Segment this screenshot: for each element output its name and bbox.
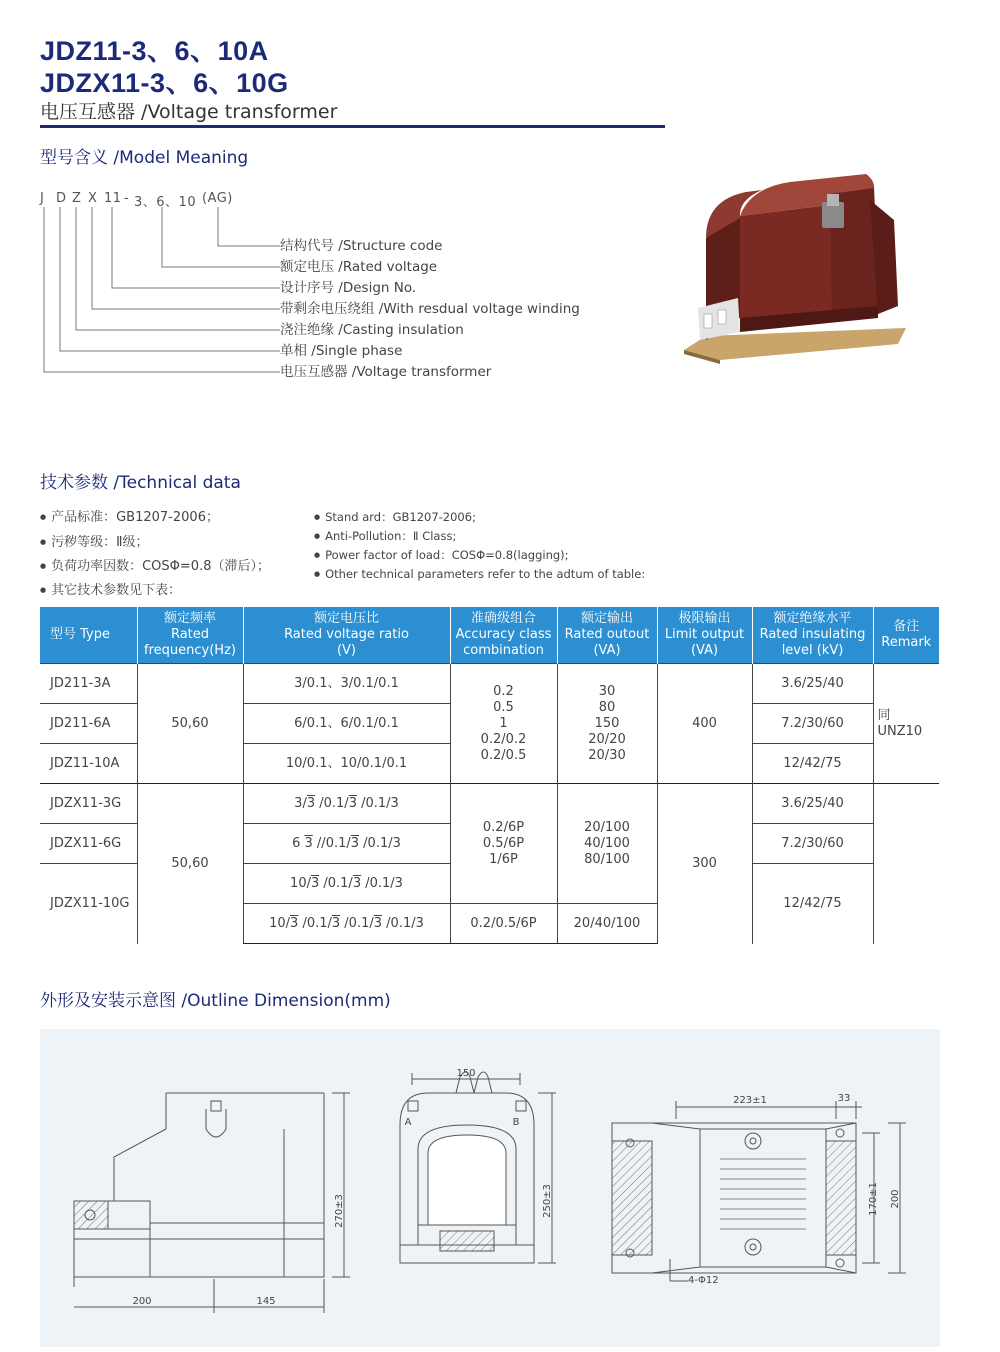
- cell-rated-output: 30 80 150 20/20 20/30: [557, 664, 657, 784]
- cell-type: JD211-3A: [40, 664, 137, 704]
- front-view: [74, 1093, 350, 1313]
- side-width-label: 150: [456, 1068, 476, 1079]
- model-meaning-heading: 型号含义 /Model Meaning: [40, 148, 249, 168]
- cell-frequency: 50,60: [137, 784, 243, 944]
- th-frequency: 额定频率 Rated frequency(Hz): [137, 607, 243, 664]
- table-row: [40, 784, 939, 824]
- cell-remark: [873, 784, 939, 944]
- code-part-voltage: 3、6、10: [134, 195, 197, 210]
- cell-insulation: 3.6/25/40: [752, 664, 873, 704]
- cell-rated-output: 20/40/100: [557, 904, 657, 944]
- top-offset-label: 33: [837, 1093, 851, 1104]
- bullet-cn-pollution: ● 污秽等级：Ⅱ级；: [40, 535, 149, 552]
- code-part-j: J: [40, 191, 45, 206]
- front-height-label: 270±3: [334, 1194, 345, 1228]
- cell-ratio: 6/0.1、6/0.1/0.1: [243, 704, 450, 744]
- cell-rated-output: 20/100 40/100 80/100: [557, 784, 657, 904]
- table-row: [40, 664, 939, 704]
- cell-ratio: 10/0.1、10/0.1/0.1: [243, 744, 450, 784]
- meaning-single-phase: 单相 /Single phase: [280, 343, 403, 359]
- th-voltage-ratio: 额定电压比 Rated voltage ratio (V): [243, 607, 450, 664]
- terminal-b-label: B: [512, 1117, 520, 1128]
- meaning-casting-insulation: 浇注绝缘 /Casting insulation: [280, 322, 464, 338]
- product-photo: [680, 168, 920, 373]
- top-view: [612, 1101, 906, 1281]
- top-outer-width-label: 200: [890, 1189, 901, 1209]
- cell-limit-output: 300: [657, 784, 752, 944]
- outline-diagram-panel: [40, 1029, 940, 1347]
- outline-drawings: [40, 1029, 940, 1347]
- front-width-right-label: 145: [256, 1296, 276, 1307]
- outline-heading: 外形及安装示意图 /Outline Dimension(mm): [40, 991, 391, 1011]
- bullet-en-standard: ● Stand ard：GB1207-2006;: [314, 510, 476, 526]
- meaning-design-no: 设计序号 /Design No.: [280, 280, 417, 296]
- cell-ratio: 10/3 /0.1/3 /0.1/3 /0.1/3: [243, 904, 450, 944]
- technical-data-heading: 技术参数 /Technical data: [40, 473, 241, 493]
- cell-ratio: 10/3 /0.1/3 /0.1/3: [243, 864, 450, 904]
- bullet-cn-power-factor: ● 负荷功率因数：COSΦ=0.8（滞后）；: [40, 559, 270, 576]
- cell-type: JDZX11-10G: [40, 864, 137, 944]
- cell-limit-output: 400: [657, 664, 752, 784]
- side-height-label: 250±3: [542, 1184, 553, 1218]
- technical-data-table: [40, 607, 939, 944]
- cell-insulation: 12/42/75: [752, 864, 873, 944]
- cell-frequency: 50,60: [137, 664, 243, 784]
- meaning-residual-winding: 带剩余电压绕组 /With resdual voltage winding: [280, 301, 580, 317]
- cell-type: JD211-6A: [40, 704, 137, 744]
- bullet-en-power-factor: ● Power factor of load：COSΦ=0.8(lagging);: [314, 548, 569, 564]
- product-title-line-2: JDZX11-3、6、10G: [40, 68, 289, 98]
- cell-ratio: 6 3 //0.1/3 /0.1/3: [243, 824, 450, 864]
- mounting-holes-label: 4-Φ12: [688, 1275, 719, 1286]
- product-title-line-1: JDZ11-3、6、10A: [40, 36, 269, 66]
- meaning-structure-code: 结构代号 /Structure code: [280, 238, 443, 254]
- cell-remark: 同 UNZ10: [873, 664, 939, 784]
- code-part-d: D: [56, 191, 67, 206]
- cell-accuracy: 0.2/0.5/6P: [450, 904, 557, 944]
- th-insulation: 额定绝缘水平 Rated insulating level (kV): [752, 607, 873, 664]
- side-view: [400, 1072, 556, 1263]
- cell-ratio: 3/3 /0.1/3 /0.1/3: [243, 784, 450, 824]
- code-part-structure: (AG): [202, 191, 233, 206]
- top-length-label: 223±1: [733, 1095, 767, 1106]
- th-remark: 备注 Remark: [873, 607, 939, 664]
- meaning-rated-voltage: 额定电压 /Rated voltage: [280, 259, 438, 275]
- bullet-en-pollution: ● Anti-Pollution：Ⅱ Class;: [314, 529, 456, 545]
- cell-accuracy: 0.2 0.5 1 0.2/0.2 0.2/0.5: [450, 664, 557, 784]
- code-part-dash: -: [124, 191, 130, 206]
- bullet-cn-standard: ● 产品标准：GB1207-2006；: [40, 510, 219, 527]
- th-limit-output: 极限输出 Limit output (VA): [657, 607, 752, 664]
- cell-type: JDZX11-6G: [40, 824, 137, 864]
- meaning-voltage-transformer: 电压互感器 /Voltage transformer: [280, 364, 492, 380]
- cell-insulation: 7.2/30/60: [752, 704, 873, 744]
- code-part-design: 11: [104, 191, 122, 206]
- bullet-cn-other: ● 其它技术参数见下表：: [40, 583, 181, 600]
- front-width-left-label: 200: [132, 1296, 152, 1307]
- model-code-leader-lines: [40, 205, 285, 380]
- th-rated-output: 额定输出 Rated outout (VA): [557, 607, 657, 664]
- bullet-en-other: ● Other technical parameters refer to the adtum of table:: [314, 567, 645, 583]
- th-type: 型号 Type: [40, 607, 137, 664]
- top-inner-width-label: 170±1: [868, 1182, 879, 1216]
- cell-ratio: 3/0.1、3/0.1/0.1: [243, 664, 450, 704]
- cell-insulation: 12/42/75: [752, 744, 873, 784]
- code-part-z: Z: [72, 191, 82, 206]
- cell-type: JDZ11-10A: [40, 744, 137, 784]
- terminal-a-label: A: [404, 1117, 412, 1128]
- cell-insulation: 7.2/30/60: [752, 824, 873, 864]
- th-accuracy: 准确级组合 Accuracy class combination: [450, 607, 557, 664]
- code-part-x: X: [88, 191, 98, 206]
- table-header-row: [40, 607, 939, 664]
- cell-type: JDZX11-3G: [40, 784, 137, 824]
- cell-insulation: 3.6/25/40: [752, 784, 873, 824]
- title-underline: [40, 125, 665, 128]
- cell-accuracy: 0.2/6P 0.5/6P 1/6P: [450, 784, 557, 904]
- product-subtitle: 电压互感器 /Voltage transformer: [40, 101, 338, 123]
